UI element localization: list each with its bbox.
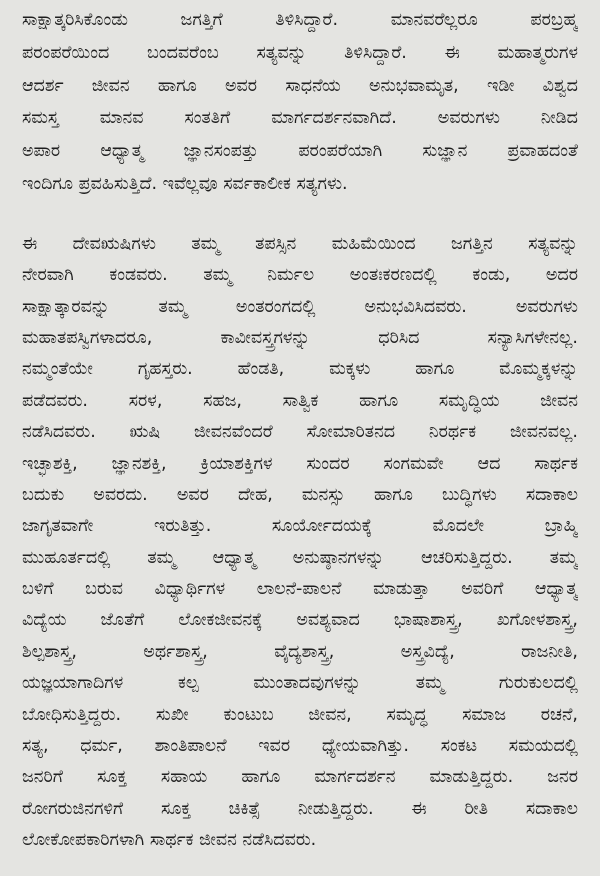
- text-line: ಬದುಕು ಅವರದು. ಅವರ ದೇಹ, ಮನಸ್ಸು ಹಾಗೂ ಬುದ್ಧಿಗಳು ಸದಾಕಾಲ: [22, 484, 578, 505]
- text-line: ಇಚ್ಛಾಶಕ್ತಿ, ಜ್ಞಾನಶಕ್ತಿ, ಕ್ರಿಯಾಶಕ್ತಿಗಳ ಸುಂದರ ಸಂಗಮವೇ ಆದ ಸಾರ್ಥಕ: [22, 453, 578, 474]
- text-line: ಪರಂಪರೆಯಿಂದ ಬಂದವರೆಂಬ ಸತ್ಯವನ್ನು ತಿಳಿಸಿದ್ದಾರೆ. ಈ ಮಹಾತ್ಮರುಗಳ: [22, 42, 578, 63]
- text-line: ಸತ್ಯ, ಧರ್ಮ, ಶಾಂತಿಪಾಲನೆ ಇವರ ಧ್ಯೇಯವಾಗಿತ್ತು. ಸಂಕಟ ಸಮಯದಲ್ಲಿ: [22, 736, 578, 757]
- text-line: ಬಳಿಗೆ ಬರುವ ವಿಧ್ಯಾರ್ಥಿಗಳ ಲಾಲನೆ-ಪಾಲನೆ ಮಾಡುತ್ತಾ ಅವರಿಗೆ ಆಧ್ಯಾತ್ಮ: [22, 579, 578, 600]
- paragraph-gap: [22, 201, 578, 229]
- text-line: ನೇರವಾಗಿ ಕಂಡವರು. ತಮ್ಮ ನಿರ್ಮಲ ಅಂತಃಕರಣದಲ್ಲಿ ಕಂಡು, ಅದರ: [22, 265, 578, 286]
- text-line: ಬೋಧಿಸುತ್ತಿದ್ದರು. ಸುಖೀ ಕುಂಟುಬ ಜೀವನ, ಸಮೃದ್ಧ ಸಮಾಜ ರಚನೆ,: [22, 704, 578, 725]
- text-line: ಇಂದಿಗೂ ಪ್ರವಹಿಸುತ್ತಿದೆ. ಇವೆಲ್ಲವೂ ಸರ್ವಕಾಲೀಕ ಸತ್ಯಗಳು.: [22, 173, 348, 194]
- text-line: ಲೋಕೋಪಕಾರಿಗಳಾಗಿ ಸಾರ್ಥಕ ಜೀವನ ನಡೆಸಿದವರು.: [22, 830, 317, 851]
- text-line: ಮಹಾತಪಸ್ವಿಗಳಾದರೂ, ಕಾವೀವಸ್ತ್ರಗಳನ್ನು ಧರಿಸಿದ ಸನ್ಯಾಸಿಗಳೇನಲ್ಲ.: [22, 327, 578, 348]
- text-line: ವಿದ್ಯೆಯ ಜೊತೆಗೆ ಲೋಕಜೀವನಕ್ಕೆ ಅವಶ್ಯವಾದ ಭಾಷಾಶಾಸ್ತ್ರ, ಖಗೋಳಶಾಸ್ತ್ರ,: [22, 610, 578, 631]
- text-line: ಪಡೆದವರು. ಸರಳ, ಸಹಜ, ಸಾತ್ವಿಕ ಹಾಗೂ ಸಮೃದ್ಧಿಯ ಜೀವನ: [22, 390, 578, 411]
- document-page: [22, 4, 578, 857]
- text-line: ನಡೆಸಿದವರು. ಋಷಿ ಜೀವನವೆಂದರೆ ಸೋಮಾರಿತನದ ನಿರರ್ಥಕ ಜೀವನವಲ್ಲ.: [22, 422, 578, 443]
- text-line: ರೋಗರುಜಿನಗಳಿಗೆ ಸೂಕ್ತ ಚಿಕಿತ್ಸೆ ನೀಡುತ್ತಿದ್ದರು. ಈ ರೀತಿ ಸದಾಕಾಲ: [22, 798, 578, 819]
- text-line: ನಮ್ಮಂತೆಯೇ ಗೃಹಸ್ತರು. ಹೆಂಡತಿ, ಮಕ್ಕಳು ಹಾಗೂ ಮೊಮ್ಮಕ್ಕಳನ್ನು: [22, 359, 578, 380]
- text-line: ಅಪಾರ ಆಧ್ಯಾತ್ಮ ಜ್ಞಾನಸಂಪತ್ತು ಪರಂಪರೆಯಾಗಿ ಸುಜ್ಞಾನ ಪ್ರವಾಹದಂತೆ: [22, 141, 578, 162]
- text-line: ಜಾಗೃತವಾಗೇ ಇರುತಿತ್ತು. ಸೂರ್ಯೋದಯಕ್ಕೆ ಮೊದಲೇ ಬ್ರಾಹ್ಮಿ: [22, 516, 578, 537]
- paragraph-2: [22, 229, 578, 857]
- text-line: ಸಾಕ್ಷಾತ್ಕಾರವನ್ನು ತಮ್ಮ ಅಂತರಂಗದಲ್ಲಿ ಅನುಭವಿಸಿದವರು. ಅವರುಗಳು: [22, 296, 578, 317]
- text-line: ಸಾಕ್ಷಾತ್ಕರಿಸಿಕೊಂಡು ಜಗತ್ತಿಗೆ ತಿಳಿಸಿದ್ದಾರೆ. ಮಾನವರೆಲ್ಲರೂ ಪರಬ್ರಹ್ಮ: [22, 10, 578, 30]
- text-line: ಜನರಿಗೆ ಸೂಕ್ತ ಸಹಾಯ ಹಾಗೂ ಮಾರ್ಗದರ್ಶನ ಮಾಡುತ್ತಿದ್ದರು. ಜನರ: [22, 767, 578, 788]
- text-line: ಸಮಸ್ತ ಮಾನವ ಸಂತತಿಗೆ ಮಾರ್ಗದರ್ಶನವಾಗಿದೆ. ಅವರುಗಳು ನೀಡಿದ: [22, 108, 578, 129]
- text-line: ಆದರ್ಶ ಜೀವನ ಹಾಗೂ ಅವರ ಸಾಧನೆಯ ಅನುಭವಾಮೃತ, ಇಡೀ ವಿಶ್ವದ: [22, 75, 578, 96]
- text-line: ಈ ದೇವಋಷಿಗಳು ತಮ್ಮ ತಪಸ್ಸಿನ ಮಹಿಮೆಯಿಂದ ಜಗತ್ತಿನ ಸತ್ಯವನ್ನು: [22, 233, 578, 254]
- text-line: ಶಿಲ್ಪಶಾಸ್ತ್ರ, ಅರ್ಥಶಾಸ್ತ್ರ, ವೈದ್ಯಶಾಸ್ತ್ರ, ಅಸ್ತ್ರವಿದ್ಯೆ, ರಾಜನೀತಿ,: [22, 641, 578, 662]
- paragraph-1: [22, 4, 578, 201]
- text-line: ಮುಹೂರ್ತದಲ್ಲಿ ತಮ್ಮ ಆಧ್ಯಾತ್ಮ ಅನುಷ್ಠಾನಗಳನ್ನು ಆಚರಿಸುತ್ತಿದ್ದರು. ತಮ್ಮ: [22, 547, 578, 568]
- text-line: ಯಜ್ಞಯಾಗಾದಿಗಳ ಕಲ್ಪ ಮುಂತಾದವುಗಳನ್ನು ತಮ್ಮ ಗುರುಕುಲದಲ್ಲಿ: [22, 673, 578, 694]
